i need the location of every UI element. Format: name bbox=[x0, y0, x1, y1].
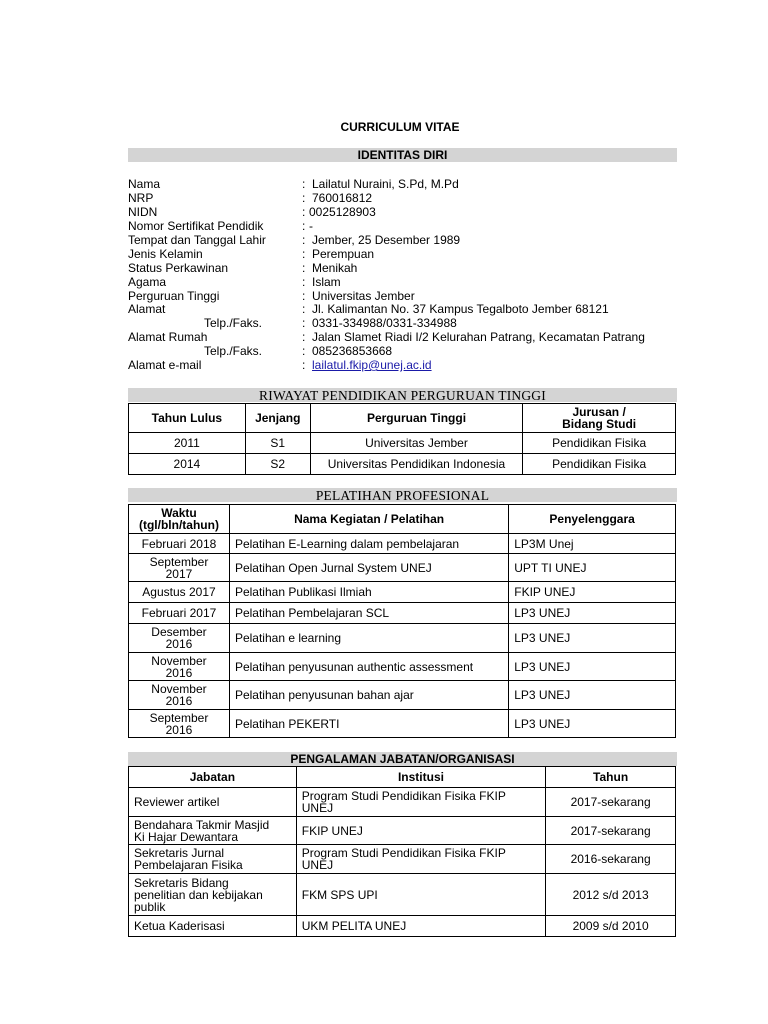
waktu-text: 2017 bbox=[165, 566, 193, 581]
kegiatan-cell: Pelatihan penyusunan bahan ajar bbox=[229, 681, 508, 710]
table-row bbox=[129, 624, 676, 653]
cell-line: Program Studi Pendidikan Fisika FKIP bbox=[301, 789, 506, 803]
waktu-text: 2016 bbox=[165, 637, 193, 651]
colon: : bbox=[302, 247, 306, 261]
identitas-value: 760016812 bbox=[312, 191, 373, 205]
cell-line: Bendahara Takmir Masjid bbox=[134, 817, 270, 832]
column-header bbox=[523, 404, 676, 433]
table-header-row bbox=[129, 505, 676, 534]
penyelenggara-cell: LP3 UNEJ bbox=[509, 681, 676, 710]
cell-line: Reviewer artikel bbox=[134, 795, 220, 809]
identitas-value: 0025128903 bbox=[309, 205, 376, 219]
cell-line: Pembelajaran Fisika bbox=[134, 858, 243, 872]
identitas-label: Nomor Sertifikat Pendidik bbox=[128, 219, 264, 233]
cell-line: penelitian dan kebijakan bbox=[134, 887, 263, 902]
table-row bbox=[129, 603, 676, 624]
header-line: Waktu bbox=[161, 506, 197, 520]
identitas-row bbox=[128, 275, 688, 289]
waktu-text: 2016 bbox=[165, 722, 193, 737]
waktu-cell bbox=[129, 603, 230, 624]
jabatan-cell bbox=[129, 874, 297, 916]
column-header: Tahun Lulus bbox=[129, 404, 246, 433]
identitas-value: 085236853668 bbox=[312, 344, 393, 358]
identitas-label: Telp./Faks. bbox=[204, 316, 263, 330]
kegiatan-cell: Pelatihan Pembelajaran SCL bbox=[229, 603, 508, 624]
kegiatan-cell: Pelatihan E-Learning dalam pembelajaran bbox=[229, 534, 508, 554]
header-line: Bidang Studi bbox=[562, 417, 637, 431]
table-cell: Universitas Pendidikan Indonesia bbox=[310, 454, 523, 475]
colon: : bbox=[302, 358, 306, 372]
colon: : bbox=[302, 261, 306, 275]
identitas-row bbox=[128, 205, 688, 219]
table-cell: Pendidikan Fisika bbox=[523, 433, 676, 454]
cell-line: Ketua Kaderisasi bbox=[134, 919, 225, 933]
identitas-value: Perempuan bbox=[312, 247, 375, 261]
identitas-row bbox=[128, 330, 688, 344]
waktu-cell bbox=[129, 710, 230, 738]
column-header: Penyelenggara bbox=[509, 505, 676, 534]
identitas-label: Alamat bbox=[128, 302, 166, 316]
cell-line: FKIP UNEJ bbox=[301, 823, 363, 838]
cell-line: Sekretaris Bidang bbox=[134, 875, 229, 890]
identitas-row bbox=[128, 261, 688, 275]
table-row bbox=[129, 817, 676, 845]
identitas-row bbox=[128, 233, 688, 247]
table-cell: Pendidikan Fisika bbox=[523, 454, 676, 475]
cell-line: UNEJ bbox=[301, 801, 334, 815]
kegiatan-cell: Pelatihan PEKERTI bbox=[229, 710, 508, 738]
penyelenggara-cell: LP3 UNEJ bbox=[509, 603, 676, 624]
institusi-cell bbox=[296, 845, 545, 874]
waktu-cell bbox=[129, 582, 230, 603]
waktu-text: Agustus 2017 bbox=[142, 585, 216, 599]
colon: : bbox=[302, 289, 306, 303]
waktu-text: November bbox=[151, 682, 207, 696]
document-title: CURRICULUM VITAE bbox=[340, 120, 460, 134]
identitas-label: Tempat dan Tanggal Lahir bbox=[128, 233, 266, 247]
colon: : bbox=[302, 219, 306, 233]
column-header: Tahun bbox=[546, 767, 676, 788]
waktu-cell bbox=[129, 624, 230, 653]
identitas-label: Perguruan Tinggi bbox=[128, 289, 220, 303]
header-line: (tgl/bln/tahun) bbox=[138, 518, 219, 532]
waktu-cell bbox=[129, 554, 230, 582]
table-row bbox=[129, 710, 676, 738]
table-row bbox=[129, 874, 676, 916]
institusi-cell bbox=[296, 874, 545, 916]
identitas-label: Status Perkawinan bbox=[128, 261, 229, 275]
cell-line: Ki Hajar Dewantara bbox=[134, 829, 239, 844]
colon: : bbox=[302, 177, 306, 191]
waktu-text: 2016 bbox=[165, 694, 193, 708]
penyelenggara-cell: LP3 UNEJ bbox=[509, 653, 676, 681]
table-row bbox=[129, 681, 676, 710]
column-header: Institusi bbox=[296, 767, 545, 788]
jabatan-cell bbox=[129, 788, 297, 817]
identitas-row bbox=[128, 302, 688, 316]
tahun-cell: 2009 s/d 2010 bbox=[546, 916, 676, 937]
identitas-value bbox=[312, 358, 432, 372]
cell-line: FKM SPS UPI bbox=[301, 887, 378, 902]
identitas-row bbox=[128, 247, 688, 261]
waktu-cell bbox=[129, 534, 230, 554]
table-row bbox=[129, 845, 676, 874]
cell-line: publik bbox=[134, 899, 166, 914]
tahun-cell: 2017-sekarang bbox=[546, 788, 676, 817]
pelatihan-heading: PELATIHAN PROFESIONAL bbox=[128, 488, 677, 502]
identitas-row bbox=[128, 358, 688, 372]
table-header-row bbox=[129, 767, 676, 788]
institusi-cell bbox=[296, 817, 545, 845]
identitas-value: - bbox=[309, 219, 313, 233]
identitas-value: Jl. Kalimantan No. 37 Kampus Tegalboto Jember 68121 bbox=[312, 302, 609, 316]
column-header: Jabatan bbox=[129, 767, 297, 788]
identitas-heading: IDENTITAS DIRI bbox=[128, 148, 677, 162]
colon: : bbox=[302, 302, 306, 316]
identitas-label: Agama bbox=[128, 275, 167, 289]
identitas-row bbox=[128, 177, 688, 191]
colon: : bbox=[302, 344, 306, 358]
identitas-label: NIDN bbox=[128, 205, 158, 219]
kegiatan-cell: Pelatihan Open Jurnal System UNEJ bbox=[229, 554, 508, 582]
table-row bbox=[129, 788, 676, 817]
identitas-value: Lailatul Nuraini, S.Pd, M.Pd bbox=[312, 177, 459, 191]
penyelenggara-cell: LP3M Unej bbox=[509, 534, 676, 554]
identitas-label: Alamat Rumah bbox=[128, 330, 208, 344]
jabatan-table bbox=[128, 766, 676, 937]
cell-line: Sekretaris Jurnal bbox=[134, 846, 225, 860]
colon: : bbox=[302, 316, 306, 330]
table-row bbox=[129, 454, 676, 475]
table-cell: 2014 bbox=[129, 454, 246, 475]
waktu-text: September bbox=[149, 710, 209, 725]
jabatan-heading: PENGALAMAN JABATAN/ORGANISASI bbox=[128, 752, 677, 766]
identitas-row bbox=[128, 191, 688, 205]
identitas-row bbox=[128, 289, 688, 303]
jabatan-cell bbox=[129, 916, 297, 937]
penyelenggara-cell: LP3 UNEJ bbox=[509, 710, 676, 738]
kegiatan-cell: Pelatihan penyusunan authentic assessment bbox=[229, 653, 508, 681]
pendidikan-table bbox=[128, 403, 676, 475]
table-row bbox=[129, 534, 676, 554]
cell-line: UNEJ bbox=[301, 858, 334, 872]
email-link[interactable]: lailatul.fkip@unej.ac.id bbox=[312, 358, 432, 372]
waktu-text: September bbox=[149, 554, 209, 569]
colon: : bbox=[302, 275, 306, 289]
identitas-value: Universitas Jember bbox=[312, 289, 415, 303]
table-row bbox=[129, 916, 676, 937]
kegiatan-cell: Pelatihan e learning bbox=[229, 624, 508, 653]
tahun-cell: 2016-sekarang bbox=[546, 845, 676, 874]
penyelenggara-cell: FKIP UNEJ bbox=[509, 582, 676, 603]
identitas-value: Menikah bbox=[312, 261, 358, 275]
tahun-cell: 2012 s/d 2013 bbox=[546, 874, 676, 916]
identitas-value: 0331-334988/0331-334988 bbox=[312, 316, 457, 330]
jabatan-cell bbox=[129, 817, 297, 845]
identitas-label: Telp./Faks. bbox=[204, 344, 263, 358]
table-row bbox=[129, 554, 676, 582]
identitas-row bbox=[128, 344, 688, 358]
identitas-label: NRP bbox=[128, 191, 154, 205]
institusi-cell bbox=[296, 788, 545, 817]
colon: : bbox=[302, 330, 306, 344]
cell-line: UKM PELITA UNEJ bbox=[301, 919, 407, 933]
penyelenggara-cell: UPT TI UNEJ bbox=[509, 554, 676, 582]
table-row bbox=[129, 582, 676, 603]
identitas-value: Islam bbox=[312, 275, 341, 289]
waktu-text: Desember bbox=[151, 625, 207, 639]
column-header: Jenjang bbox=[245, 404, 310, 433]
table-row bbox=[129, 433, 676, 454]
column-header bbox=[129, 505, 230, 534]
table-header-row bbox=[129, 404, 676, 433]
identitas-value: Jember, 25 Desember 1989 bbox=[312, 233, 461, 247]
institusi-cell bbox=[296, 916, 545, 937]
identitas-label: Jenis Kelamin bbox=[128, 247, 203, 261]
waktu-text: 2016 bbox=[165, 665, 193, 680]
colon: : bbox=[302, 205, 306, 219]
colon: : bbox=[302, 233, 306, 247]
waktu-text: November bbox=[151, 653, 207, 668]
waktu-text: Februari 2017 bbox=[141, 606, 217, 620]
identitas-row bbox=[128, 316, 688, 330]
pelatihan-table bbox=[128, 504, 676, 738]
table-row bbox=[129, 653, 676, 681]
waktu-cell bbox=[129, 681, 230, 710]
table-cell: S2 bbox=[245, 454, 310, 475]
kegiatan-cell: Pelatihan Publikasi Ilmiah bbox=[229, 582, 508, 603]
column-header: Nama Kegiatan / Pelatihan bbox=[229, 505, 508, 534]
identitas-value: Jalan Slamet Riadi I/2 Kelurahan Patrang, Kecamatan Patrang bbox=[312, 330, 645, 344]
waktu-cell bbox=[129, 653, 230, 681]
waktu-text: Februari 2018 bbox=[141, 536, 217, 551]
penyelenggara-cell: LP3 UNEJ bbox=[509, 624, 676, 653]
cell-line: Program Studi Pendidikan Fisika FKIP bbox=[301, 846, 506, 860]
colon: : bbox=[302, 191, 306, 205]
header-line: Jurusan / bbox=[572, 405, 626, 419]
tahun-cell: 2017-sekarang bbox=[546, 817, 676, 845]
jabatan-cell bbox=[129, 845, 297, 874]
identitas-row bbox=[128, 219, 688, 233]
identitas-label: Alamat e-mail bbox=[128, 358, 202, 372]
table-cell: Universitas Jember bbox=[310, 433, 523, 454]
table-cell: S1 bbox=[245, 433, 310, 454]
table-cell: 2011 bbox=[129, 433, 246, 454]
column-header: Perguruan Tinggi bbox=[310, 404, 523, 433]
pendidikan-heading: RIWAYAT PENDIDIKAN PERGURUAN TINGGI bbox=[128, 388, 677, 402]
identitas-label: Nama bbox=[128, 177, 161, 191]
